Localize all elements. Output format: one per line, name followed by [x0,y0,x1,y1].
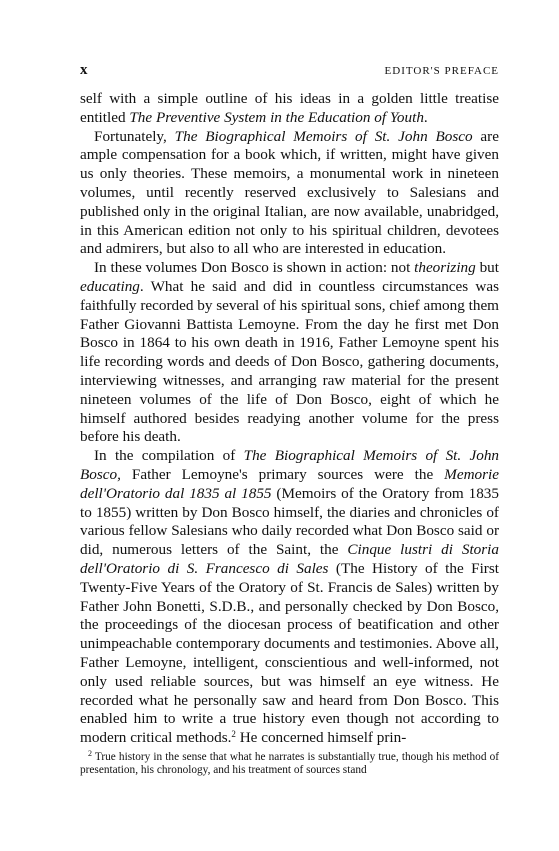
text-run: self with a simple outline of his ideas in a golden little treatise entitled [80,90,499,126]
paragraph-3 [80,259,499,447]
footnote-text [80,748,499,778]
footnote-reference: 2 [231,729,236,740]
text-run: He concerned himself prin- [235,729,407,747]
text-run: (Memoirs of the Oratory from 1835 to 1855) written by Don Bosco himself, the diaries and chronicles of various fellow Salesians who daily recorded what Don Bosco said or did, numerous letters of the Saint, the [80,484,499,559]
text-run: In these volumes Don Bosco is shown in action: not [94,259,415,277]
body-text [80,90,499,748]
emphasis-educating: educating [80,277,140,295]
paragraph-1 [80,90,499,128]
page-number: x [80,62,88,78]
book-title-cinque-lustri: Cinque lustri di Storia dell'Oratorio di S. Francesco di Sales [80,541,499,577]
paragraph-4 [80,447,499,748]
book-page [80,62,499,778]
running-head: EDITOR'S PREFACE [384,65,499,77]
text-run: are ample compensation for a book which, if written, might have given us only theories. These memoirs, a monumental work in nineteen volumes, until recently reserved exclusively to Salesians and published only in the original Italian, are now available, unabridged, in this American edition not only to his spiritual children, devotees and admirers, but also to all who are interested in education. [80,127,499,258]
text-run: . [423,108,428,126]
book-title-preventive-system: The Preventive System in the Education of Youth [129,108,424,126]
book-title-biographical-memoirs: The Biographical Memoirs of St. John Bosco, [80,447,500,483]
page-header [80,62,499,84]
text-run: In the compilation of [94,447,244,465]
book-title-memorie-oratorio: Memorie dell'Oratorio dal 1835 al 1855 [80,465,499,502]
footnote-body: True history in the sense that what he narrates is substantially true, though his method of presentation, his chronology, and his treatment of sources stand [80,750,499,777]
footnote-mark: 2 [88,748,92,758]
text-run: . What he said and did in countless circumstances was faithfully recorded by several of his spiritual sons, chief among them Father Giovanni Battista Lemoyne. From the day he first met Don Bosco in 1864 to his own death in 1916, Father Lemoyne spent his life recording words and deeds of Don Bosco, gathering documents, interviewing witnesses, and arranging raw material for the present nineteen volumes of the life of Don Bosco, eight of which he himself authored besides readying another volume for the press before his death. [80,277,499,446]
emphasis-theorizing: theorizing [414,259,476,277]
text-run: (The History of the First Twenty-Five Years of the Oratory of St. Francis de Sales) written by Father John Bonetti, S.D.B., and personally checked by Don Bosco, the proceedings of the diocesan process of beatification and other unimpeachable contemporary documents and testimonies. Above all, Father Lemoyne, intelligent, conscientious and well-informed, not only used reliable sources, but was himself an eye witness. He recorded what he personally saw and heard from Don Bosco. This enabled him to write a true history even though not according to modern critical methods. [80,559,499,747]
text-run: but [475,259,499,277]
book-title-biographical-memoirs: The Biographical Memoirs of St. John Bosco [174,127,473,145]
paragraph-2 [80,128,499,260]
footnote [80,748,499,778]
text-run: Father Lemoyne's primary sources were the [120,465,445,483]
text-run: Fortunately, [94,127,175,145]
